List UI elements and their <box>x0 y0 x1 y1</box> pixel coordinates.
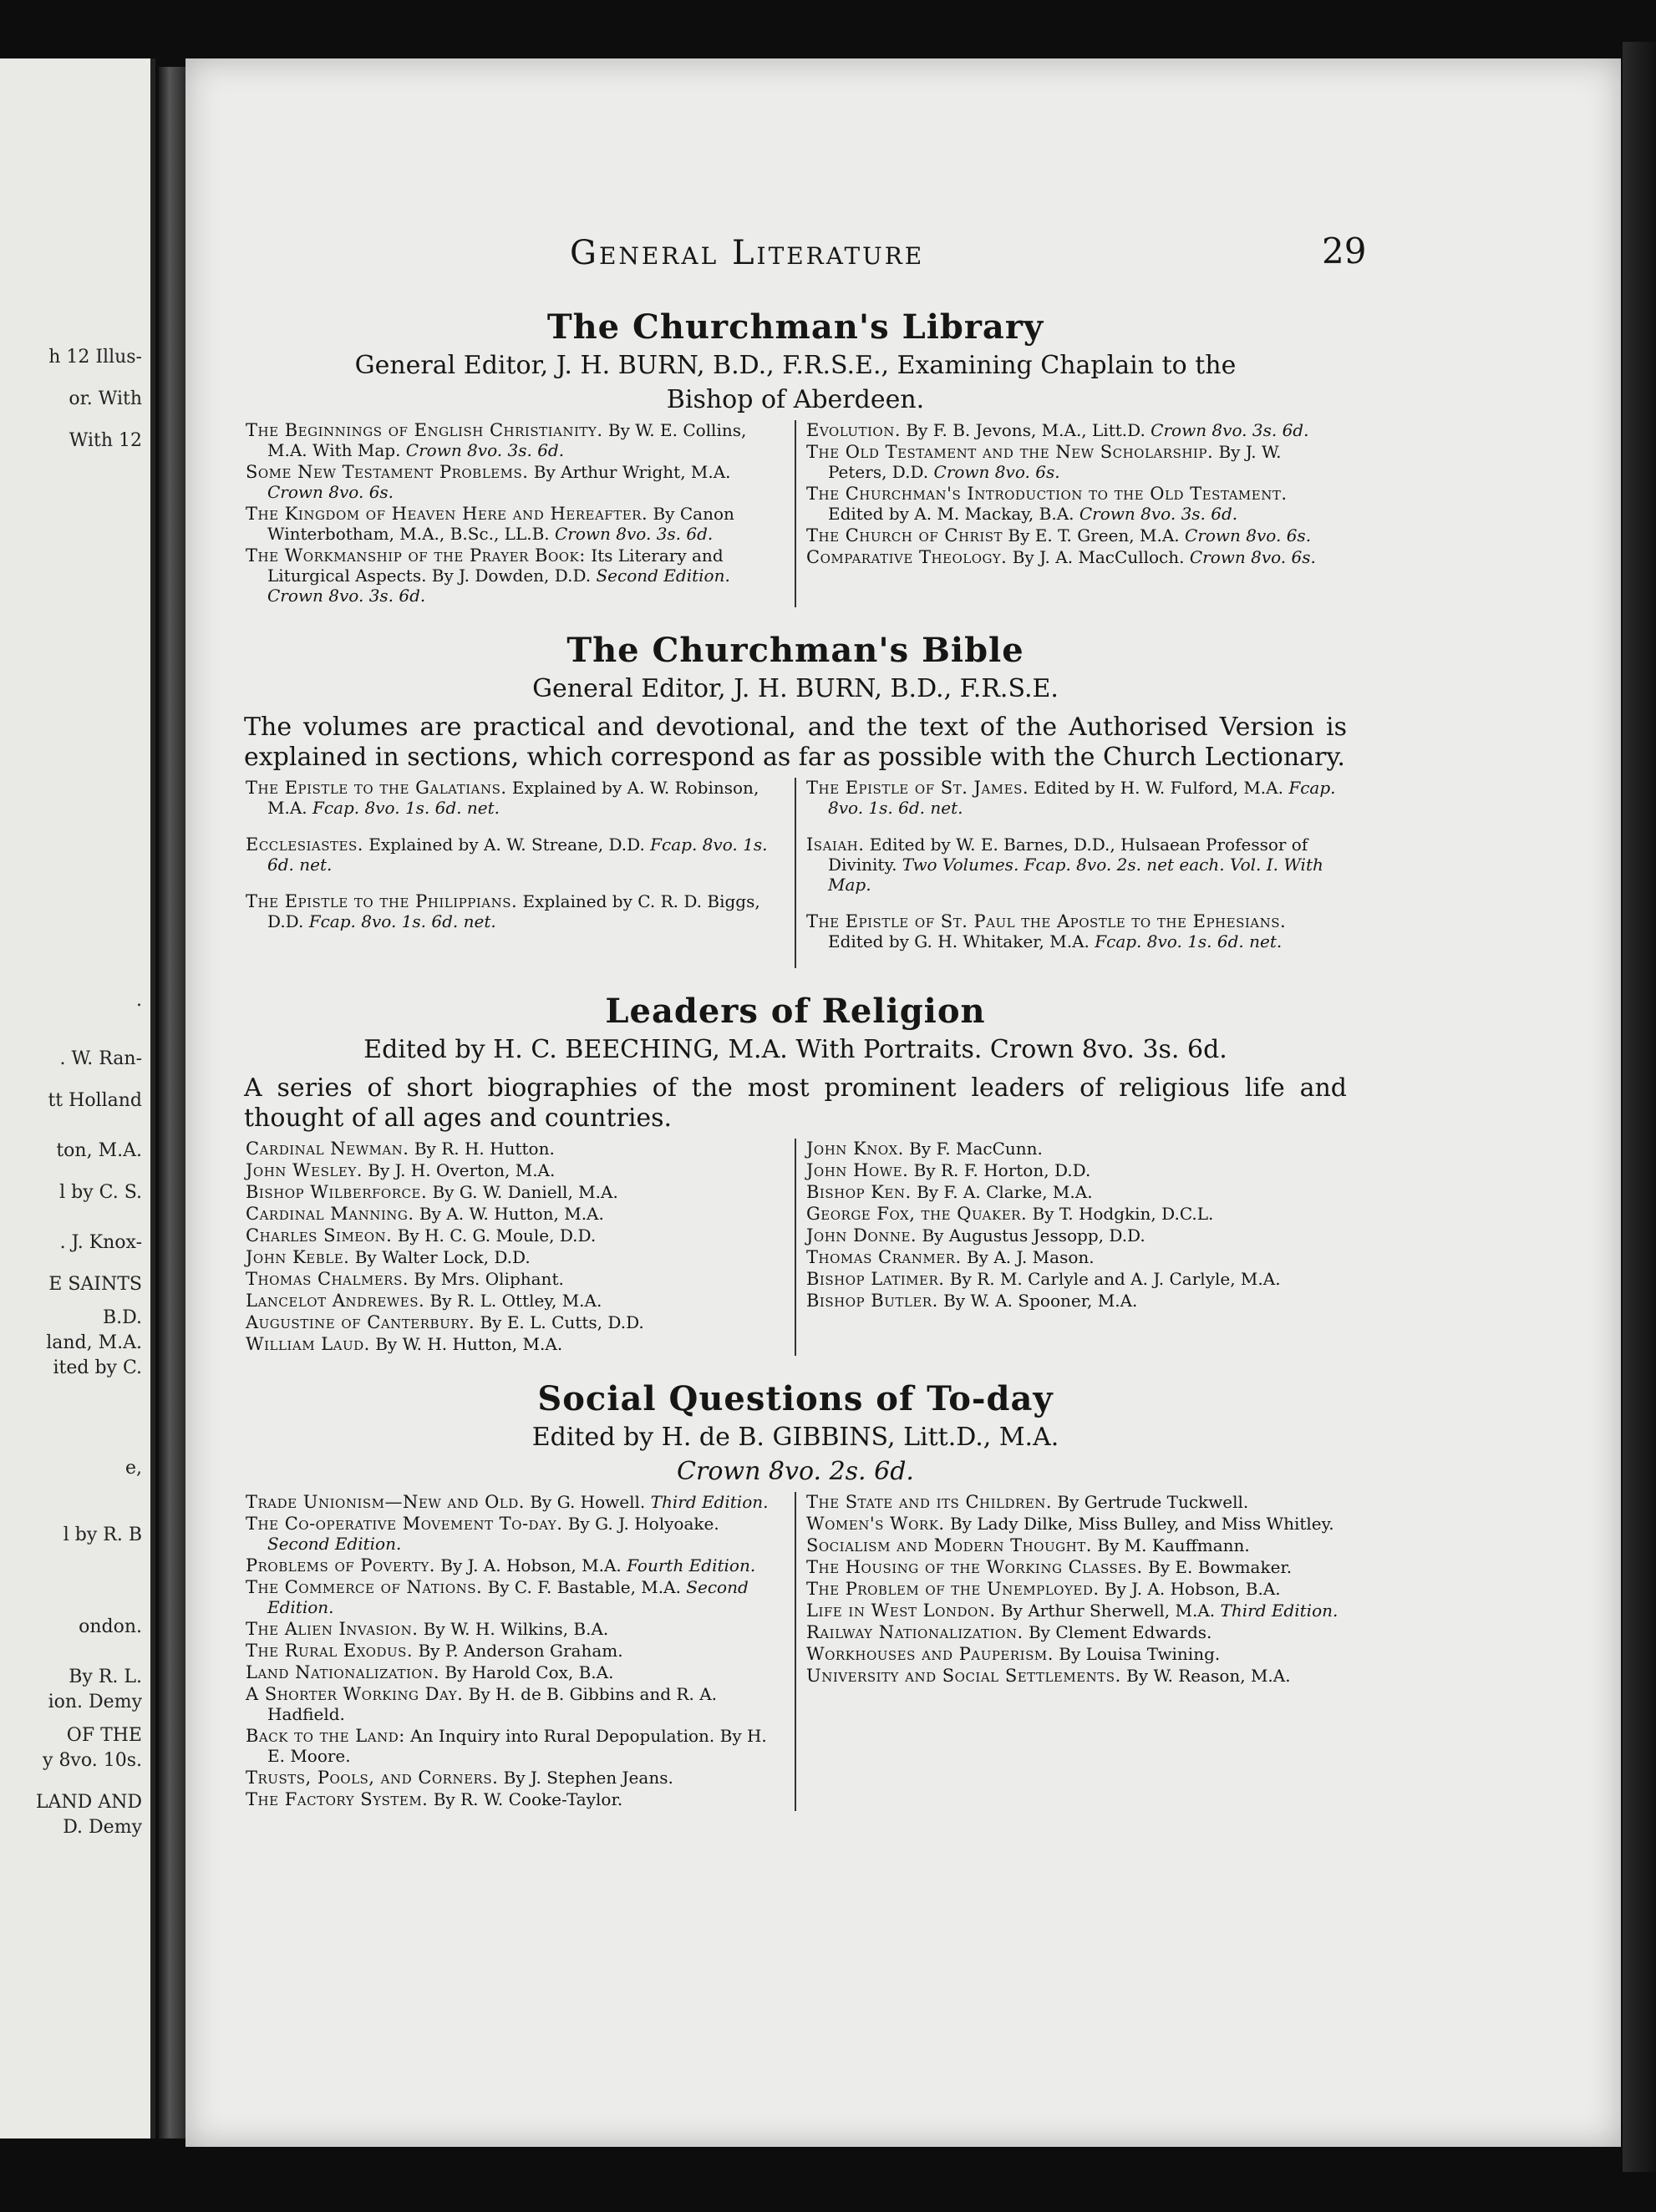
book-author: By Arthur Wright, M.A. <box>528 462 731 482</box>
book-title: Bishop Ken. <box>806 1182 912 1202</box>
entry-column-right <box>796 1139 1355 1356</box>
book-title: Bishop Latimer. <box>806 1269 945 1289</box>
book-entry <box>246 1555 785 1575</box>
book-title: The Alien Invasion. <box>246 1619 419 1639</box>
book-title: Cardinal Manning. <box>246 1204 414 1224</box>
book-author: By A. W. Hutton, M.A. <box>414 1204 604 1224</box>
book-details: Fcap. 8vo. 1s. 6d. net. <box>303 911 496 931</box>
book-title: Ecclesiastes. <box>246 835 363 855</box>
book-entry <box>246 1204 785 1224</box>
page-edge <box>1623 42 1656 2172</box>
page-number: 29 <box>1322 231 1367 271</box>
book-entry <box>246 545 785 606</box>
book-author: Its Literary and Liturgical Aspects. By J. Dowden, D.D. <box>267 545 724 586</box>
book-author: By J. A. MacCulloch. <box>1007 547 1185 567</box>
book-entry <box>246 1291 785 1311</box>
book-author: By Arthur Sherwell, M.A. <box>995 1601 1216 1621</box>
book-details: Crown 8vo. 3s. 6d. <box>1145 420 1309 440</box>
book-entry <box>806 1269 1345 1289</box>
book-title: George Fox, the Quaker. <box>806 1204 1028 1224</box>
book-entry <box>806 1225 1345 1246</box>
book-author: By P. Anderson Graham. <box>413 1641 623 1661</box>
left-page-text: e, <box>124 1458 142 1479</box>
left-page-text: y 8vo. 10s. <box>43 1750 142 1771</box>
book-entry <box>246 1619 785 1639</box>
left-page-text: ion. Demy <box>48 1692 142 1712</box>
series-editor: Edited by H. de B. GIBBINS, Litt.D., M.A. <box>531 1423 1059 1452</box>
book-details: Two Volumes. Fcap. 8vo. 2s. net each. Vol. I. With Map. <box>828 855 1323 895</box>
book-author: By R. L. Ottley, M.A. <box>424 1291 602 1311</box>
book-author: By G. Howell. <box>524 1492 646 1512</box>
book-entry <box>246 1160 785 1180</box>
book-details: Crown 8vo. 3s. 6d. <box>1074 504 1238 524</box>
left-page-text: D. Demy <box>63 1817 142 1838</box>
book-title: Evolution. <box>806 420 902 440</box>
book-entry <box>806 1492 1345 1512</box>
book-details: Fcap. 8vo. 1s. 6d. net. <box>1089 931 1283 951</box>
left-page-text: B.D. <box>102 1307 142 1328</box>
book-details: Crown 8vo. 6s. <box>1179 525 1312 545</box>
book-title: Railway Nationalization. <box>806 1622 1024 1642</box>
book-author: By E. L. Cutts, D.D. <box>475 1312 644 1332</box>
series-editor: Bishop of Aberdeen. <box>666 385 925 414</box>
book-title: Bishop Wilberforce. <box>246 1182 428 1202</box>
left-page-text: LAND AND <box>35 1792 142 1813</box>
book-author: By Harold Cox, B.A. <box>439 1662 614 1682</box>
book-author: By J. Stephen Jeans. <box>498 1768 673 1788</box>
book-details: Crown 8vo. 6s. <box>928 462 1060 482</box>
book-entry <box>246 504 785 544</box>
book-entry <box>246 1768 785 1788</box>
book-author: By J. H. Overton, M.A. <box>362 1160 556 1180</box>
book-author: By W. A. Spooner, M.A. <box>937 1291 1138 1311</box>
book-title: Comparative Theology. <box>806 547 1008 567</box>
series-description: A series of short biographies of the most prominent leaders of religious life and thought of all ages and countries. <box>244 1073 1347 1133</box>
entry-columns <box>236 1492 1355 1811</box>
book-title: Land Nationalization. <box>246 1662 440 1682</box>
entry-column-left <box>236 420 796 607</box>
book-author: By E. Bowmaker. <box>1142 1557 1293 1577</box>
book-title: Charles Simeon. <box>246 1225 393 1246</box>
book-entry <box>246 1269 785 1289</box>
book-author: By R. W. Cooke-Taylor. <box>428 1789 623 1809</box>
book-title: Augustine of Canterbury. <box>246 1312 475 1332</box>
book-author: By Gertrude Tuckwell. <box>1052 1492 1249 1512</box>
book-entry <box>806 1247 1345 1267</box>
left-page-text: E SAINTS <box>48 1274 142 1295</box>
book-author: By Lady Dilke, Miss Bulley, and Miss Whitley. <box>944 1514 1334 1534</box>
book-author: By H. de B. Gibbins and R. A. Hadfield. <box>267 1684 717 1724</box>
book-author: By Mrs. Oliphant. <box>409 1269 564 1289</box>
book-author: By R. H. Hutton. <box>409 1139 555 1159</box>
book-title: The Kingdom of Heaven Here and Hereafter. <box>246 504 648 524</box>
book-title: John Donne. <box>806 1225 917 1246</box>
book-entry <box>806 1622 1345 1642</box>
book-entry <box>806 1291 1345 1311</box>
entry-column-right <box>796 420 1355 607</box>
left-page-text: land, M.A. <box>46 1332 142 1353</box>
book-author: By W. E. Collins, M.A. With Map. <box>267 420 747 460</box>
book-author: Edited by A. M. Mackay, B.A. <box>828 504 1074 524</box>
book-author: Explained by A. W. Streane, D.D. <box>363 835 645 855</box>
series-section <box>236 992 1355 1356</box>
entry-column-left <box>236 778 796 968</box>
book-title: The Co-operative Movement To-day. <box>246 1514 563 1534</box>
book-title: Trade Unionism—New and Old. <box>246 1492 525 1512</box>
book-details: Second Edition. <box>267 1577 749 1617</box>
book-title: Lancelot Andrewes. <box>246 1291 425 1311</box>
book-entry <box>806 1204 1345 1224</box>
book-entry <box>246 1514 785 1554</box>
book-binding <box>159 67 185 2138</box>
entry-column-right <box>796 1492 1355 1811</box>
series-section <box>236 631 1355 968</box>
running-header <box>236 231 1367 284</box>
book-author: By T. Hodgkin, D.C.L. <box>1027 1204 1214 1224</box>
book-title: The Churchman's Introduction to the Old Testament. <box>806 484 1288 504</box>
book-details: Fcap. 8vo. 1s. 6d. net. <box>267 835 768 875</box>
book-title: The Epistle to the Philippians. <box>246 891 518 911</box>
book-entry <box>246 1662 785 1682</box>
book-entry <box>806 1579 1345 1599</box>
book-author: By W. H. Wilkins, B.A. <box>418 1619 609 1639</box>
book-author: By F. B. Jevons, M.A., Litt.D. <box>901 420 1145 440</box>
book-details: Crown 8vo. 3s. 6d. <box>400 440 565 460</box>
book-entry <box>806 1644 1345 1664</box>
book-entry <box>806 420 1345 440</box>
book-author: By Canon Winterbotham, M.A., B.Sc., LL.B. <box>267 504 734 544</box>
book-title: Bishop Butler. <box>806 1291 938 1311</box>
book-entry <box>806 547 1345 567</box>
book-entry <box>806 1139 1345 1159</box>
entry-column-left <box>236 1492 796 1811</box>
book-details: Fcap. 8vo. 1s. 6d. net. <box>828 778 1336 818</box>
book-author: Edited by W. E. Barnes, D.D., Hulsaean Professor of Divinity. <box>828 835 1308 875</box>
entry-columns <box>236 420 1355 607</box>
book-author: Edited by G. H. Whitaker, M.A. <box>828 931 1090 951</box>
book-title: The Commerce of Nations. <box>246 1577 483 1597</box>
book-entry <box>246 1641 785 1661</box>
series-title: Social Questions of To-day <box>537 1379 1054 1418</box>
entry-column-right <box>796 778 1355 968</box>
book-entry <box>806 1535 1345 1555</box>
book-author: By M. Kauffmann. <box>1091 1535 1250 1555</box>
book-author: By J. W. Peters, D.D. <box>828 442 1282 482</box>
book-author: Explained by C. R. D. Biggs, D.D. <box>267 891 760 931</box>
entry-column-left <box>236 1139 796 1356</box>
book-author: By Louisa Twining. <box>1053 1644 1221 1664</box>
book-author: By G. J. Holyoake. <box>562 1514 719 1534</box>
book-details: Third Edition. <box>1215 1601 1339 1621</box>
book-title: The Factory System. <box>246 1789 429 1809</box>
left-page-text: ondon. <box>79 1616 142 1637</box>
book-entry <box>246 1684 785 1724</box>
running-title: General Literature <box>570 234 925 272</box>
book-entry <box>246 420 785 460</box>
series-list <box>236 307 1355 1811</box>
book-author: By Walter Lock, D.D. <box>349 1247 531 1267</box>
series-title: The Churchman's Bible <box>566 631 1024 670</box>
book-entry <box>246 1789 785 1809</box>
entry-columns <box>236 778 1355 968</box>
book-title: The Beginnings of English Christianity. <box>246 420 603 440</box>
book-entry <box>806 1557 1345 1577</box>
book-details: Fourth Edition. <box>621 1555 756 1575</box>
series-editor: Crown 8vo. 2s. 6d. <box>677 1457 914 1486</box>
book-title: Thomas Chalmers. <box>246 1269 409 1289</box>
left-page-text: ited by C. <box>53 1357 142 1378</box>
series-editor: General Editor, J. H. BURN, B.D., F.R.S.E., Examining Chaplain to the <box>354 351 1237 380</box>
book-title: John Wesley. <box>246 1160 363 1180</box>
left-page-text: or. With <box>69 388 142 409</box>
book-entry <box>806 525 1345 545</box>
left-page-fragment <box>0 58 155 2138</box>
book-author: By C. F. Bastable, M.A. <box>482 1577 681 1597</box>
book-entry <box>246 1312 785 1332</box>
book-entry <box>806 442 1345 482</box>
book-author: By J. A. Hobson, M.A. <box>434 1555 622 1575</box>
book-title: The Church of Christ <box>806 525 1003 545</box>
book-entry <box>246 835 785 875</box>
book-entry <box>246 1726 785 1766</box>
book-author: By J. A. Hobson, B.A. <box>1099 1579 1281 1599</box>
series-description: The volumes are practical and devotional, and the text of the Authorised Version is explained in sections, which correspond as far as possible with the Church Lectionary. <box>244 713 1347 772</box>
left-page-text: . W. Ran- <box>59 1048 142 1069</box>
book-author: By F. A. Clarke, M.A. <box>911 1182 1093 1202</box>
book-title: The Problem of the Unemployed. <box>806 1579 1100 1599</box>
book-author: By E. T. Green, M.A. <box>1003 525 1180 545</box>
book-title: A Shorter Working Day. <box>246 1684 464 1704</box>
series-editor: Edited by H. C. BEECHING, M.A. With Portraits. Crown 8vo. 3s. 6d. <box>363 1035 1227 1064</box>
book-entry <box>806 484 1345 524</box>
book-author: By Clement Edwards. <box>1023 1622 1212 1642</box>
book-details: Second Edition. Crown 8vo. 3s. 6d. <box>267 566 730 606</box>
entry-columns <box>236 1139 1355 1356</box>
book-page <box>185 58 1621 2147</box>
series-section <box>236 1379 1355 1811</box>
book-entry <box>246 891 785 931</box>
book-author: By G. W. Daniell, M.A. <box>427 1182 618 1202</box>
left-page-text: tt Holland <box>48 1090 142 1111</box>
book-author: By R. F. Horton, D.D. <box>908 1160 1091 1180</box>
book-details: Crown 8vo. 3s. 6d. <box>549 524 714 544</box>
left-page-text: With 12 <box>69 430 142 451</box>
book-entry <box>806 835 1345 895</box>
left-page-text: h 12 Illus- <box>48 347 142 368</box>
book-entry <box>806 1601 1345 1621</box>
book-entry <box>806 1514 1345 1534</box>
book-title: Life in West London. <box>806 1601 996 1621</box>
series-editor: General Editor, J. H. BURN, B.D., F.R.S.E. <box>532 674 1059 703</box>
book-details: Third Edition. <box>645 1492 769 1512</box>
book-entry <box>806 778 1345 818</box>
book-title: Problems of Poverty. <box>246 1555 435 1575</box>
book-author: By R. M. Carlyle and A. J. Carlyle, M.A. <box>944 1269 1281 1289</box>
book-entry <box>246 1492 785 1512</box>
book-entry <box>246 462 785 502</box>
book-title: The Epistle of St. James. <box>806 778 1029 798</box>
book-title: Trusts, Pools, and Corners. <box>246 1768 499 1788</box>
book-title: Cardinal Newman. <box>246 1139 409 1159</box>
series-section <box>236 307 1355 607</box>
book-author: An Inquiry into Rural Depopulation. By H. E. Moore. <box>267 1726 767 1766</box>
book-author: By W. H. Hutton, M.A. <box>369 1334 563 1354</box>
book-title: Some New Testament Problems. <box>246 462 529 482</box>
book-title: John Howe. <box>806 1160 909 1180</box>
book-author: By W. Reason, M.A. <box>1120 1666 1291 1686</box>
left-page-text: OF THE <box>66 1725 142 1746</box>
book-title: Women's Work. <box>806 1514 945 1534</box>
book-title: Thomas Cranmer. <box>806 1247 962 1267</box>
left-page-text: l by C. S. <box>59 1182 142 1203</box>
book-title: The Old Testament and the New Scholarship. <box>806 442 1214 462</box>
left-page-text: ton, M.A. <box>56 1140 142 1161</box>
book-title: The Housing of the Working Classes. <box>806 1557 1143 1577</box>
book-details: Second Edition. <box>267 1534 402 1554</box>
book-author: By H. C. G. Moule, D.D. <box>392 1225 597 1246</box>
book-author: Explained by A. W. Robinson, M.A. <box>267 778 759 818</box>
book-title: The State and its Children. <box>806 1492 1053 1512</box>
left-page-text: l by R. B <box>63 1525 142 1545</box>
book-entry <box>246 1139 785 1159</box>
book-entry <box>806 1182 1345 1202</box>
book-entry <box>806 911 1345 951</box>
book-title: Socialism and Modern Thought. <box>806 1535 1092 1555</box>
book-details: Crown 8vo. 6s. <box>267 482 394 502</box>
book-author: By F. MacCunn. <box>903 1139 1043 1159</box>
book-title: The Epistle of St. Paul the Apostle to the Ephesians. <box>806 911 1287 931</box>
book-title: Workhouses and Pauperism. <box>806 1644 1054 1664</box>
book-author: Edited by H. W. Fulford, M.A. <box>1029 778 1283 798</box>
book-entry <box>806 1160 1345 1180</box>
book-author: By Augustus Jessopp, D.D. <box>917 1225 1145 1246</box>
book-title: John Keble. <box>246 1247 350 1267</box>
series-title: The Churchman's Library <box>546 307 1044 347</box>
book-author: By A. J. Mason. <box>961 1247 1095 1267</box>
book-title: The Workmanship of the Prayer Book: <box>246 545 586 566</box>
left-page-text: . J. Knox- <box>59 1232 142 1253</box>
book-entry <box>246 1247 785 1267</box>
book-details: Crown 8vo. 6s. <box>1184 547 1316 567</box>
book-title: Back to the Land: <box>246 1726 405 1746</box>
left-page-text: . <box>136 990 142 1011</box>
book-entry <box>246 1225 785 1246</box>
book-title: The Rural Exodus. <box>246 1641 414 1661</box>
book-title: Isaiah. <box>806 835 865 855</box>
left-page-text: By R. L. <box>69 1667 142 1687</box>
series-title: Leaders of Religion <box>605 992 986 1031</box>
book-title: William Laud. <box>246 1334 370 1354</box>
page-content <box>236 231 1367 1811</box>
book-entry <box>246 1182 785 1202</box>
book-details: Fcap. 8vo. 1s. 6d. net. <box>307 798 500 818</box>
book-entry <box>246 778 785 818</box>
book-entry <box>246 1334 785 1354</box>
book-title: University and Social Settlements. <box>806 1666 1121 1686</box>
book-entry <box>246 1577 785 1617</box>
book-title: John Knox. <box>806 1139 904 1159</box>
book-title: The Epistle to the Galatians. <box>246 778 507 798</box>
book-entry <box>806 1666 1345 1686</box>
